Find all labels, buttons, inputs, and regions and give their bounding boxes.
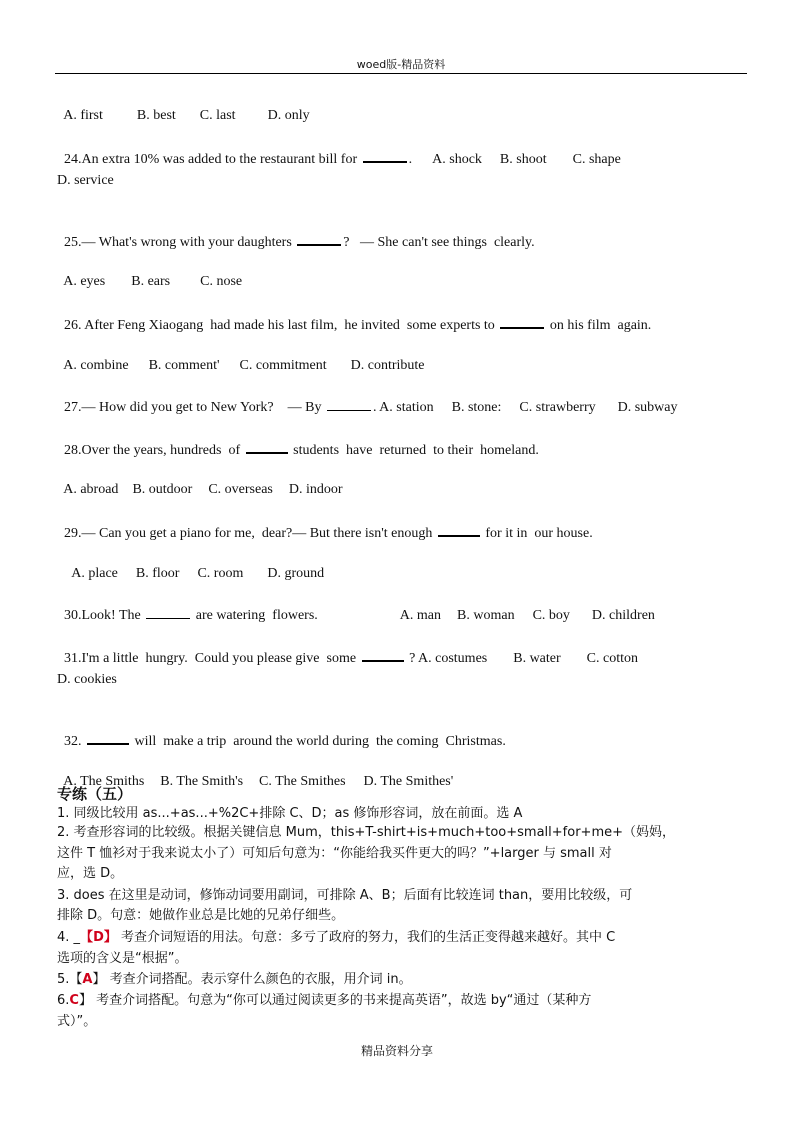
q30-option-a: A. man xyxy=(399,608,442,623)
answer-6-text: 考查介词搭配。句意为“你可以通过阅读更多的书来提高英语”，故选 by“通过（某种方 xyxy=(91,993,592,1008)
q30-text-end: are watering flowers. xyxy=(195,608,318,623)
answer-2-line-1: 2. 考查形容词的比较级。根据关键信息 Mum，this+T-shirt+is+much+too+small+for+me+（妈妈， xyxy=(57,825,675,840)
q28-stem xyxy=(57,422,539,460)
q27-stem xyxy=(57,380,678,417)
q24-option-d: D. service xyxy=(57,173,114,188)
q28-option-b: B. outdoor xyxy=(132,482,193,497)
q24-text: 24.An extra 10% was added to the restaurant bill for xyxy=(64,152,358,167)
q26-text: 26. After Feng Xiaogang had made his last film, he invited some experts to xyxy=(64,318,495,333)
q32-option-d: D. The Smithes' xyxy=(363,774,454,789)
q24-blank xyxy=(363,149,407,163)
page-header: woed版-精品资料 xyxy=(356,58,446,71)
q28-option-a: A. abroad xyxy=(63,482,119,497)
q31-option-b: B. water xyxy=(513,651,561,666)
q25-stem xyxy=(57,214,535,252)
q29-text: 29.— Can you get a piano for me, dear?— But there isn't enough xyxy=(64,526,433,541)
q30-stem xyxy=(57,588,655,625)
answer-1: 1. 同级比较用 as...+as...+%2C+排除 C、D；as 修饰形容词，放在前面。选 A xyxy=(57,806,523,821)
q25-option-c: C. nose xyxy=(200,274,243,289)
q30-option-c: C. boy xyxy=(532,608,570,623)
q27-option-b: B. stone: xyxy=(451,400,502,415)
q26-text-end: on his film again. xyxy=(549,318,652,333)
q27-option-c: C. strawberry xyxy=(519,400,596,415)
q31-blank xyxy=(362,648,404,662)
answer-4-letter: D xyxy=(93,930,104,945)
answer-6-bracket-close: 】 xyxy=(78,993,92,1008)
q32-option-c: C. The Smithes xyxy=(259,774,346,789)
answer-5-text: 考查介词搭配。表示穿什么颜色的衣服，用介词 in。 xyxy=(105,972,412,987)
q24-option-b: B. shoot xyxy=(499,152,547,167)
answer-2-line-2: 这件 T 恤衫对于我来说太小了）可知后句意为：“你能给我买件更大的吗？”+larger 与 small 对 xyxy=(57,846,612,861)
answer-5-number: 5.【 xyxy=(57,972,83,987)
q29-blank xyxy=(438,523,480,537)
q32-text-end: will make a trip around the world during the coming Christmas. xyxy=(134,734,506,749)
q31-text: 31.I'm a little hungry. Could you please give some xyxy=(64,651,357,666)
q23-option-a: A. first xyxy=(63,108,103,123)
q28-options xyxy=(57,463,343,499)
q25-option-b: B. ears xyxy=(131,274,171,289)
answer-4-bracket-open: 【 xyxy=(80,930,94,945)
q23-options xyxy=(57,89,310,125)
q25-text-end: ? — She can't see things clearly. xyxy=(343,235,535,250)
q26-option-b: B. comment' xyxy=(148,358,220,373)
q23-option-c: C. last xyxy=(199,108,236,123)
q31-stem xyxy=(57,630,638,668)
q30-option-d: D. children xyxy=(591,608,655,623)
q27-option-a: . A. station xyxy=(372,400,434,415)
answer-6-letter: C xyxy=(69,993,79,1008)
answer-5 xyxy=(57,970,747,989)
q23-option-d: D. only xyxy=(267,108,310,123)
q28-text: 28.Over the years, hundreds of xyxy=(64,443,241,458)
q27-option-d: D. subway xyxy=(617,400,678,415)
q32-text: 32. xyxy=(64,734,82,749)
answer-4-number: 4. _ xyxy=(57,930,81,945)
q29-option-b: B. floor xyxy=(135,566,180,581)
header-rule xyxy=(55,73,747,74)
q25-text: 25.— What's wrong with your daughters xyxy=(64,235,292,250)
q29-option-a: A. place xyxy=(71,566,118,581)
q26-blank xyxy=(500,315,544,329)
answer-4-line-2: 选项的含义是“根据”。 xyxy=(57,951,188,966)
q24-option-c: C. shape xyxy=(572,152,621,167)
q26-stem xyxy=(57,297,651,335)
q29-stem xyxy=(57,505,593,543)
q30-text: 30.Look! The xyxy=(64,608,141,623)
q26-option-c: C. commitment xyxy=(239,358,327,373)
q30-blank xyxy=(146,606,190,619)
q31-option-c: C. cotton xyxy=(586,651,639,666)
q32-option-a: A. The Smiths xyxy=(63,774,145,789)
q31-option-a: ? A. costumes xyxy=(409,651,488,666)
answer-5-letter: A xyxy=(82,972,93,987)
q25-blank xyxy=(297,232,341,246)
q23-option-b: B. best xyxy=(136,108,176,123)
q28-option-c: C. overseas xyxy=(208,482,273,497)
q32-blank xyxy=(87,731,129,745)
q29-options xyxy=(65,547,324,583)
answer-5-bracket-close: 】 xyxy=(92,972,106,987)
answer-6-line-1 xyxy=(57,991,747,1010)
q26-options xyxy=(57,339,425,375)
q27-blank xyxy=(327,398,371,411)
q26-option-a: A. combine xyxy=(63,358,129,373)
q29-option-d: D. ground xyxy=(267,566,325,581)
q30-option-b: B. woman xyxy=(457,608,515,623)
q24-text-end: . xyxy=(408,152,413,167)
q28-option-d: D. indoor xyxy=(288,482,343,497)
answer-4-text: 考查介词短语的用法。句意：多亏了政府的努力，我们的生活正变得越来越好。其中 C xyxy=(116,930,616,945)
answer-3-line-1: 3. does 在这里是动词，修饰动词要用副词，可排除 A、B；后面有比较连词 than，要用比较级，可 xyxy=(57,888,633,903)
q32-stem xyxy=(57,713,506,751)
answer-6-line-2: 式）”。 xyxy=(57,1014,97,1029)
q24-option-a: A. shock xyxy=(432,152,482,167)
q28-blank xyxy=(246,440,288,454)
answer-4-bracket-close: 】 xyxy=(103,930,117,945)
q25-options xyxy=(57,255,242,291)
q31-option-d: D. cookies xyxy=(57,672,117,687)
q29-text-end: for it in our house. xyxy=(485,526,593,541)
q28-text-end: students have returned to their homeland. xyxy=(293,443,539,458)
answer-2-line-3: 应，选 D。 xyxy=(57,866,124,881)
q25-option-a: A. eyes xyxy=(63,274,106,289)
q29-option-c: C. room xyxy=(197,566,244,581)
q27-text: 27.— How did you get to New York? — By xyxy=(64,400,322,415)
q24-stem xyxy=(57,131,621,169)
page-footer: 精品资料分享 xyxy=(360,1044,433,1058)
q26-option-d: D. contribute xyxy=(350,358,425,373)
answer-4-line-1 xyxy=(57,928,747,947)
answer-6-number: 6. xyxy=(57,993,70,1008)
q32-option-b: B. The Smith's xyxy=(160,774,244,789)
answer-3-line-2: 排除 D。句意：她做作业总是比她的兄弟仔细些。 xyxy=(57,908,345,923)
answers-title: 专练（五） xyxy=(57,785,133,803)
